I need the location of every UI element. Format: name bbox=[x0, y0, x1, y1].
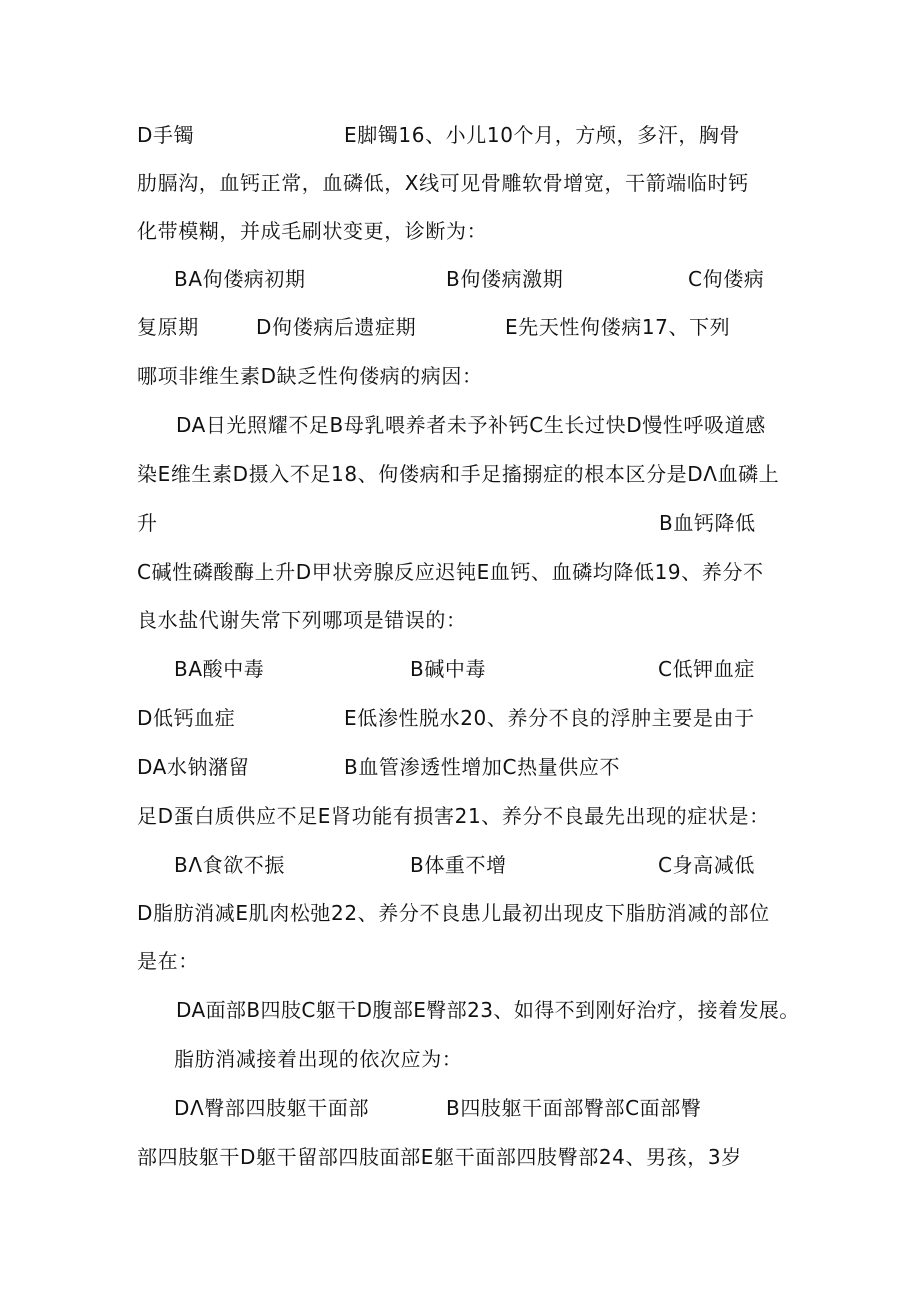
text-line bbox=[0, 600, 920, 640]
text-segment: 脂肪消减接着出现的依次应为： bbox=[174, 1047, 463, 1071]
text-segment: 是在： bbox=[137, 949, 199, 973]
text-line bbox=[0, 503, 920, 543]
text-line bbox=[0, 1039, 920, 1079]
text-line bbox=[0, 796, 920, 836]
text-segment: E先天性佝偻病17、下列 bbox=[505, 315, 731, 339]
text-line bbox=[0, 356, 920, 396]
text-segment: B佝偻病激期 bbox=[446, 267, 564, 291]
text-line bbox=[0, 1137, 920, 1177]
text-segment: BΛ食欲不振 bbox=[174, 853, 286, 877]
text-line bbox=[0, 698, 920, 738]
text-segment: 足D蛋白质供应不足E肾功能有损害21、养分不良最先出现的症状是： bbox=[137, 804, 770, 828]
text-segment: E脚镯16、小儿10个月，方颅，多汗，胸骨 bbox=[344, 123, 741, 147]
text-line bbox=[0, 1088, 920, 1128]
text-line bbox=[0, 307, 920, 347]
text-segment: C身高减低 bbox=[658, 853, 755, 877]
text-segment: BA佝偻病初期 bbox=[174, 267, 306, 291]
text-segment: 复原期 bbox=[137, 315, 199, 339]
text-line bbox=[0, 405, 920, 445]
text-line bbox=[0, 649, 920, 689]
text-segment: 染E维生素D摄入不足18、佝偻病和手足搐搦症的根本区分是DΛ血磷上 bbox=[137, 462, 780, 486]
text-segment: D手镯 bbox=[137, 123, 195, 147]
text-segment: C佝偻病 bbox=[688, 267, 765, 291]
text-segment: DA水钠潴留 bbox=[137, 755, 250, 779]
text-line bbox=[0, 115, 920, 155]
text-line bbox=[0, 893, 920, 933]
text-segment: B血管渗透性增加C热量供应不 bbox=[344, 755, 621, 779]
text-segment: 哪项非维生素D缺乏性佝偻病的病因： bbox=[137, 364, 483, 388]
text-line bbox=[0, 163, 920, 203]
text-segment: DA日光照耀不足B母乳喂养者未予补钙C生长过快D慢性呼吸道感 bbox=[176, 413, 766, 437]
text-segment: 部四肢躯干D躯干留部四肢面部E躯干面部四肢臀部24、男孩，3岁 bbox=[137, 1145, 742, 1169]
text-line bbox=[0, 259, 920, 299]
text-segment: 良水盐代谢失常下列哪项是错误的： bbox=[137, 608, 467, 632]
text-line bbox=[0, 941, 920, 981]
text-segment: B碱中毒 bbox=[410, 657, 487, 681]
text-segment: D佝偻病后遗症期 bbox=[256, 315, 417, 339]
text-line bbox=[0, 990, 920, 1030]
text-segment: B四肢躯干面部臀部C面部臀 bbox=[446, 1096, 702, 1120]
text-segment: 化带模糊，并成毛刷状变更，诊断为： bbox=[137, 219, 488, 243]
text-segment: D低钙血症 bbox=[137, 706, 236, 730]
text-segment: BA酸中毒 bbox=[174, 657, 265, 681]
text-segment: DΛ臀部四肢躯干面部 bbox=[174, 1096, 370, 1120]
text-segment: B血钙降低 bbox=[659, 511, 756, 535]
text-line bbox=[0, 211, 920, 251]
text-line bbox=[0, 454, 920, 494]
text-line bbox=[0, 845, 920, 885]
text-segment: DA面部B四肢C躯干D腹部E臀部23、如得不到刚好治疗，接着发展。 bbox=[176, 998, 800, 1022]
text-segment: D脂肪消减E肌肉松弛22、养分不良患儿最初出现皮下脂肪消减的部位 bbox=[137, 901, 770, 925]
text-segment: 升 bbox=[137, 511, 158, 535]
text-segment: B体重不增 bbox=[410, 853, 507, 877]
text-line bbox=[0, 552, 920, 592]
text-segment: C低钾血症 bbox=[658, 657, 755, 681]
text-segment: 肋膈沟，血钙正常，血磷低，X线可见骨雕软骨增宽，干箭端临时钙 bbox=[137, 171, 749, 195]
text-segment: E低渗性脱水20、养分不良的浮肿主要是由于 bbox=[344, 706, 755, 730]
text-line bbox=[0, 747, 920, 787]
text-segment: C碱性磷酸酶上升D甲状旁腺反应迟钝E血钙、血磷均降低19、养分不 bbox=[137, 560, 764, 584]
